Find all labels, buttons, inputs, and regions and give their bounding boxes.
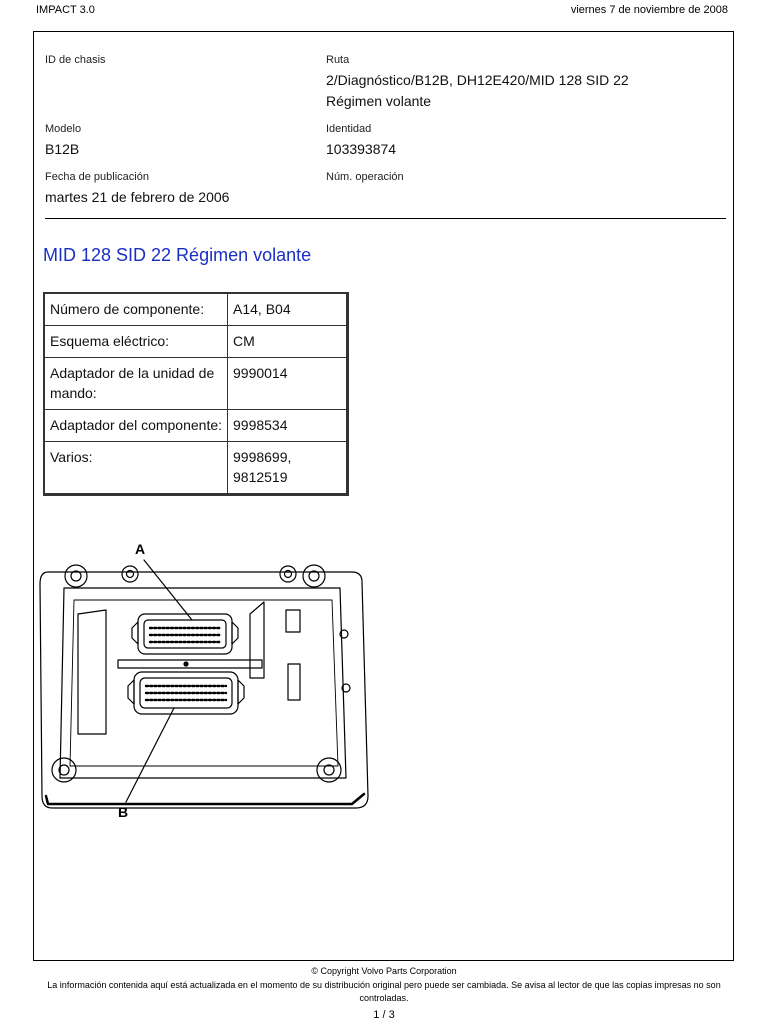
route-value-line2: Régimen volante — [326, 93, 432, 109]
center-rail-dot — [184, 662, 188, 666]
housing-inner-rim — [60, 588, 346, 778]
table-value: A14, B04 — [228, 293, 348, 326]
disclaimer-text: La información contenida aquí está actualizada en el momento de su distribución original pero puede ser cambiada. Se avisa al lector de que las copias impresas no son controladas. — [47, 980, 721, 1003]
connector-a — [132, 614, 238, 654]
model-value: B12B — [45, 141, 80, 157]
callout-a: A — [135, 541, 146, 557]
mount-hole-top-left — [65, 565, 87, 587]
center-rail — [118, 660, 262, 668]
mount-hole-top-right — [303, 565, 325, 587]
identity-value: 103393874 — [326, 141, 397, 157]
table-row — [44, 326, 348, 358]
control-unit-diagram — [34, 538, 374, 828]
publication-date-value: martes 21 de febrero de 2006 — [45, 189, 230, 205]
right-block-lower — [288, 664, 300, 700]
table-key: Adaptador de la unidad de mando: — [44, 358, 228, 410]
table-row — [44, 293, 348, 326]
publication-date-label: Fecha de publicación — [45, 171, 149, 183]
mount-hole-top-center — [280, 566, 296, 582]
table-value: 9990014 — [228, 358, 348, 410]
callout-b: B — [118, 804, 129, 820]
leader-line-a — [144, 560, 192, 620]
housing-bottom-edge — [46, 794, 364, 804]
left-module — [78, 610, 106, 734]
mount-hole-top-mid — [122, 566, 138, 582]
page-number: 1 / 3 — [373, 1009, 395, 1021]
connector-b — [128, 672, 244, 714]
copyright-notice: © Copyright Volvo Parts Corporation — [311, 966, 457, 976]
route-value — [326, 70, 629, 112]
header-divider — [45, 218, 726, 219]
page-title: MID 128 SID 22 Régimen volante — [43, 245, 312, 265]
table-value: CM — [228, 326, 348, 358]
print-date: viernes 7 de noviembre de 2008 — [570, 4, 728, 16]
route-value-line1: 2/Diagnóstico/B12B, DH12E420/MID 128 SID 22 — [326, 72, 629, 88]
table-row — [44, 358, 348, 410]
identity-label: Identidad — [326, 123, 372, 135]
component-table — [43, 292, 349, 496]
table-key: Adaptador del componente: — [44, 410, 228, 442]
leader-line-b — [126, 708, 174, 802]
table-key: Esquema eléctrico: — [44, 326, 228, 358]
table-value: 9998534 — [228, 410, 348, 442]
top-bar — [36, 4, 728, 20]
table-key: Varios: — [44, 442, 228, 495]
table-row — [44, 410, 348, 442]
chassis-label: ID de chasis — [45, 54, 106, 66]
housing-outline — [40, 572, 368, 808]
app-name: IMPACT 3.0 — [36, 4, 95, 16]
operation-number-label: Núm. operación — [326, 171, 404, 183]
model-label: Modelo — [45, 123, 82, 135]
housing-inner-panel — [70, 600, 338, 766]
table-key: Número de componente: — [44, 293, 228, 326]
right-block-upper — [286, 610, 300, 632]
table-value: 9998699, 9812519 — [228, 442, 348, 495]
table-row — [44, 442, 348, 495]
route-label: Ruta — [326, 54, 350, 66]
